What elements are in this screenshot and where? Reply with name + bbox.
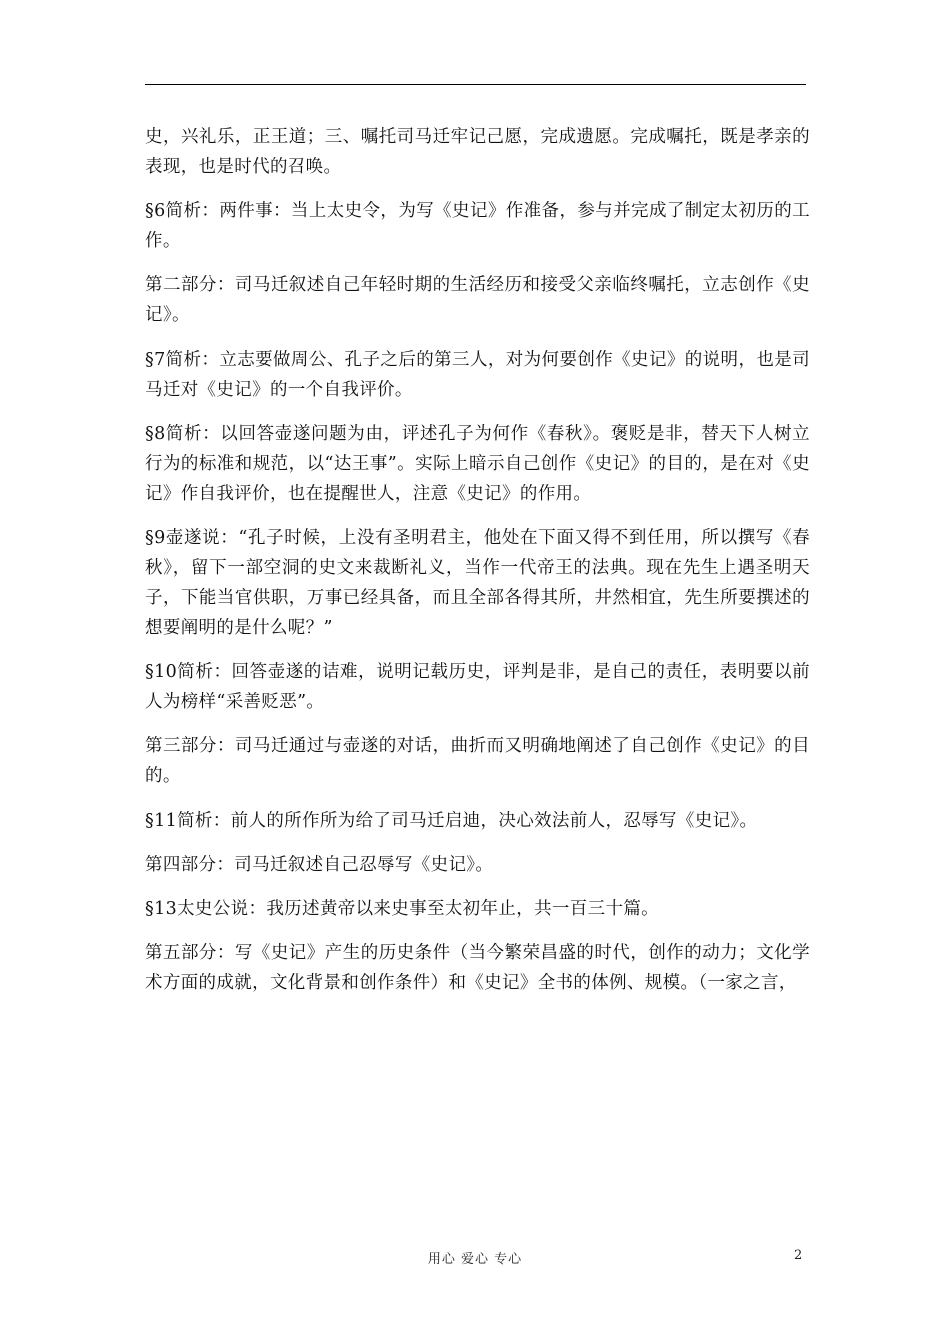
paragraph: 史，兴礼乐，正王道；三、嘱托司马迁牢记己愿，完成遗愿。完成嘱托，既是孝亲的表现，也是时代的召唤。 (145, 127, 810, 177)
paragraph: 第五部分：写《史记》产生的历史条件（当今繁荣昌盛的时代，创作的动力；文化学术方面的成就，文化背景和创作条件）和《史记》全书的体例、规模。（一家之言， (145, 943, 810, 994)
paragraph: 第三部分：司马迁通过与壶遂的对话，曲折而又明确地阐述了自己创作《史记》的目的。 (145, 736, 810, 787)
paragraph: §10简析：回答壶遂的诘难，说明记载历史，评判是非，是自己的责任，表明要以前人为榜样“采善贬恶”。 (145, 662, 810, 713)
paragraph: 第二部分：司马迁叙述自己年轻时期的生活经历和接受父亲临终嘱托，立志创作《史记》。 (145, 275, 810, 326)
paragraph: §7简析：立志要做周公、孔子之后的第三人，对为何要创作《史记》的说明，也是司马迁对《史记》的一个自我评价。 (145, 349, 810, 400)
paragraph: §9壶遂说：“孔子时候，上没有圣明君主，他处在下面又得不到任用，所以撰写《春秋》，留下一部空洞的史文来裁断礼义，当作一代帝王的法典。现在先生上遇圣明天子，下能当官供职，万事已经具备，而且全部各得其所，井然相宜，先生所要撰述的想要阐明的是什么呢？” (145, 527, 810, 638)
footer-motto: 用心 爱心 专心 (427, 1252, 523, 1267)
page-number: 2 (794, 1248, 803, 1263)
paragraph: §6简析：两件事：当上太史令，为写《史记》作准备，参与并完成了制定太初历的工作。 (145, 201, 810, 252)
header-rule (145, 84, 806, 85)
paragraph: §11简析：前人的所作所为给了司马迁启迪，决心效法前人，忍辱写《史记》。 (145, 810, 758, 831)
document-body (145, 122, 810, 1012)
paragraph: §8简析：以回答壶遂问题为由，评述孔子为何作《春秋》。褒贬是非，替天下人树立行为的标准和规范，以“达王事”。实际上暗示自己创作《史记》的目的，是在对《史记》作自我评价，也在提醒世人，注意《史记》的作用。 (145, 423, 810, 504)
paragraph: 第四部分：司马迁叙述自己忍辱写《史记》。 (145, 854, 494, 875)
paragraph: §13太史公说：我历述黄帝以来史事至太初年止，共一百三十篇。 (145, 898, 660, 919)
